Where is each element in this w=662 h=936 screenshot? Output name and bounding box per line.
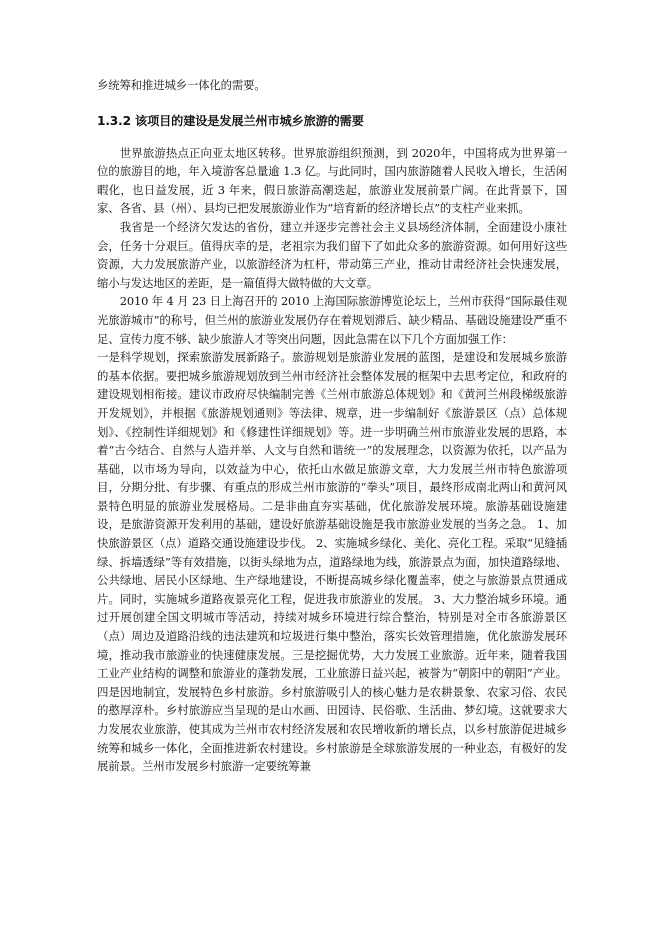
paragraph-tourism-trend: 世界旅游热点正向亚太地区转移。世界旅游组织预测，到 2020年，中国将成为世界第一位的旅游目的地，年入境游客总量逾 1.3 亿。与此同时，国内旅游随着人民收入增长，生活闲暇化，也日益发展，近 3 年来，假日旅游高潮迭起，旅游业发展前景广阔。在此背景下，国家、各省、县（州）、县均已把发展旅游业作为“培育新的经济增长点”的支柱产业来抓。 — [97, 145, 567, 216]
section-heading: 1.3.2 该项目的建设是发展兰州市城乡旅游的需要 — [97, 113, 364, 128]
lead-line: 乡统筹和推进城乡一体化的需要。 — [97, 78, 266, 92]
paragraph-lanzhou-award: 2010 年 4 月 23 日上海召开的 2010 上海国际旅游博览论坛上，兰州市获得“国际最佳观光旅游城市”的称号，但兰州的旅游业发展仍存在着规划滞后、缺少精品、基础设施建设严重不足、宣传力度不够、缺少旅游人才等突出问题，因此急需在以下几个方面加强工作： — [97, 294, 567, 346]
document-body — [97, 76, 567, 776]
paragraph-measures: 一是科学规划，探索旅游发展新路子。旅游规划是旅游业发展的蓝图，是建设和发展城乡旅游的基本依据。要把城乡旅游规划放到兰州市经济社会整体发展的框架中去思考定位，和政府的建设规划相衔接。建议市政府尽快编制完善《兰州市旅游总体规划》和《黄河兰州段梯级旅游开发规划》，并根据《旅游规划通则》等法律、规章，进一步编制好《旅游景区（点）总体规划》、《控制性详细规划》和《修建性详细规划》等。进一步明确兰州市旅游业发展的思路，本着“古今结合、自然与人造并举、人文与自然和谐统一”的发展理念，以资源为依托，以产品为基础，以市场为导向，以效益为中心，依托山水做足旅游文章，大力发展兰州市特色旅游项目，分期分批、有步骤、有重点的形成兰州市旅游的“拳头”项目，最终形成南北两山和黄河风景特色明显的旅游业发展格局。二是非曲直夯实基础，优化旅游发展环境。旅游基础设施建设，是旅游资源开发利用的基础，建设好旅游基础设施是我市旅游业发展的当务之急。 1、加快旅游景区（点）道路交通设施建设步伐。 2、实施城乡绿化、美化、亮化工程。采取“见缝插绿、拆墙透绿”等有效措施，以街头绿地为点，道路绿地为线，旅游景点为面，加快道路绿地、公共绿地、居民小区绿地、生产绿地建设，不断提高城乡绿化覆盖率，使之与旅游景点贯通成片。同时，实施城乡道路夜景亮化工程，促进我市旅游业的发展。 3、大力整治城乡环境。通过开展创建全国文明城市等活动，持续对城乡环境进行综合整治，特别是对全市各旅游景区（点）周边及道路沿线的违法建筑和垃圾进行集中整治，落实长效管理措施，优化旅游发展环境，推动我市旅游业的快速健康发展。三是挖掘优势，大力发展工业旅游。近年来，随着我国工业产业结构的调整和旅游业的蓬勃发展，工业旅游日益兴起，被誉为“朝阳中的朝阳”产业。四是因地制宜，发展特色乡村旅游。乡村旅游吸引人的核心魅力是农耕景象、农家习俗、农民的憨厚淳朴。乡村旅游应当呈现的是山水画、田园诗、民俗歌、生活曲、梦幻境。这就要求大力发展农业旅游，使其成为兰州市农村经济发展和农民增收新的增长点，以乡村旅游促进城乡统筹和城乡一体化，全面推进新农村建设。乡村旅游是全球旅游发展的一种业态，有极好的发展前景。兰州市发展乡村旅游一定要统筹兼 — [97, 350, 567, 774]
paragraph-province-economy: 我省是一个经济欠发达的省份，建立并逐步完善社会主义县场经济体制，全面建设小康社会，任务十分艰巨。值得庆幸的是，老祖宗为我们留下了如此众多的旅游资源。如何用好这些资源，大力发展旅游产业，以旅游经济为杠杆，带动第三产业，推动甘肃经济社会快速发展，缩小与发达地区的差距，是一篇值得大做特做的大文章。 — [97, 219, 567, 290]
